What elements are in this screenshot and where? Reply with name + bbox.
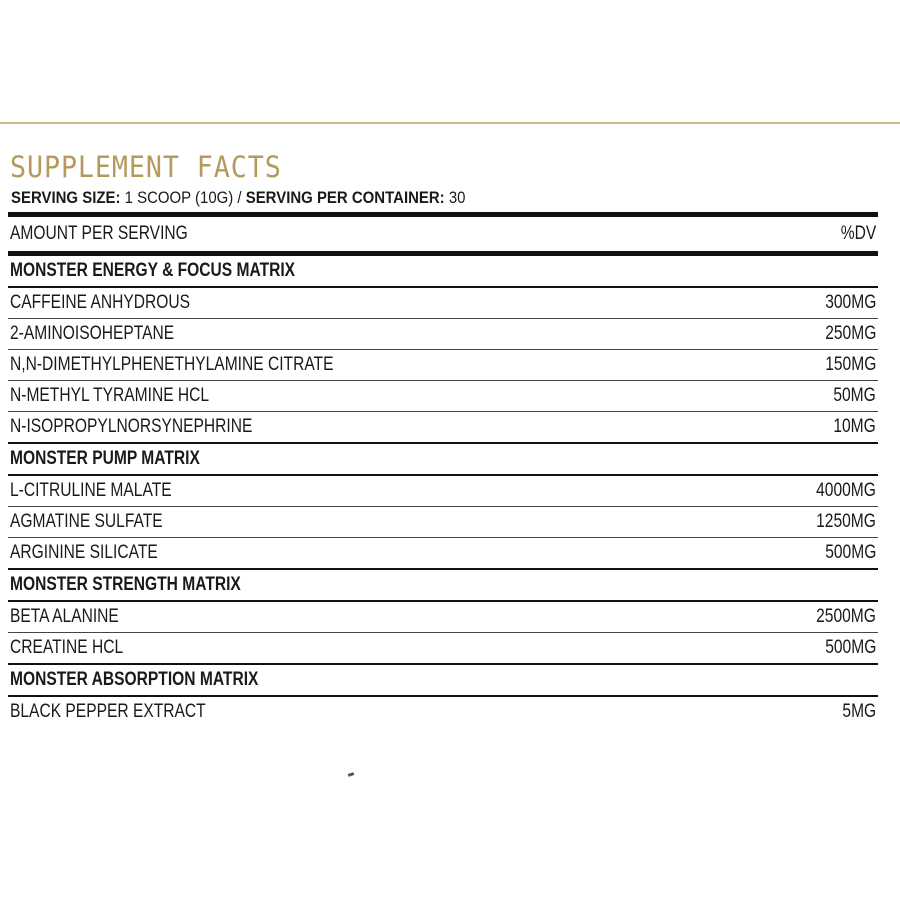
ingredient-amount: 5MG (842, 701, 876, 722)
section-name: MONSTER ENERGY & FOCUS MATRIX (10, 260, 296, 281)
stray-mark (348, 772, 355, 777)
section-header (8, 256, 878, 288)
ingredient-name: N-ISOPROPYLNORSYNEPHRINE (10, 416, 253, 437)
table-row (8, 538, 878, 570)
ingredient-name: BLACK PEPPER EXTRACT (10, 701, 206, 722)
table-row (8, 633, 878, 665)
servings-per-container-value: 30 (444, 188, 466, 207)
section-header (8, 570, 878, 602)
ingredient-name: L-CITRULINE MALATE (10, 480, 172, 501)
ingredient-name: 2-AMINOISOHEPTANE (10, 323, 175, 344)
serving-size-value: 1 SCOOP (10G) / (120, 188, 246, 207)
serving-size-label: SERVING SIZE: (11, 188, 121, 207)
amount-header-row (8, 217, 878, 256)
section-header (8, 665, 878, 697)
ingredient-amount: 10MG (833, 416, 876, 437)
ingredient-amount: 1250MG (816, 511, 876, 532)
ingredient-amount: 150MG (824, 354, 876, 375)
servings-per-container-label: SERVING PER CONTAINER: (245, 188, 445, 207)
ingredient-name: CREATINE HCL (10, 637, 124, 658)
facts-table (8, 212, 878, 727)
supplement-facts-panel (0, 122, 900, 764)
table-row (8, 381, 878, 412)
amount-per-serving-label: AMOUNT PER SERVING (10, 223, 188, 244)
section-name: MONSTER STRENGTH MATRIX (10, 574, 241, 595)
ingredient-amount: 2500MG (816, 606, 876, 627)
ingredient-amount: 300MG (824, 292, 876, 313)
dv-label: %DV (840, 223, 876, 244)
serving-info (11, 188, 465, 208)
table-row (8, 350, 878, 381)
table-row (8, 602, 878, 633)
ingredient-name: CAFFEINE ANHYDROUS (10, 292, 191, 313)
table-row (8, 507, 878, 538)
table-row (8, 412, 878, 444)
ingredient-amount: 500MG (824, 637, 876, 658)
ingredient-name: AGMATINE SULFATE (10, 511, 163, 532)
panel-title: SUPPLEMENT FACTS (10, 150, 282, 184)
ingredient-name: ARGININE SILICATE (10, 542, 158, 563)
ingredient-amount: 50MG (833, 385, 876, 406)
section-name: MONSTER ABSORPTION MATRIX (10, 669, 259, 690)
ingredient-amount: 250MG (824, 323, 876, 344)
section-header (8, 444, 878, 476)
ingredient-name: N-METHYL TYRAMINE HCL (10, 385, 210, 406)
table-row (8, 288, 878, 319)
ingredient-name: BETA ALANINE (10, 606, 119, 627)
table-row (8, 476, 878, 507)
section-name: MONSTER PUMP MATRIX (10, 448, 200, 469)
table-row (8, 697, 878, 727)
ingredient-name: N,N-DIMETHYLPHENETHYLAMINE CITRATE (10, 354, 334, 375)
ingredient-amount: 500MG (824, 542, 876, 563)
table-row (8, 319, 878, 350)
ingredient-amount: 4000MG (816, 480, 876, 501)
